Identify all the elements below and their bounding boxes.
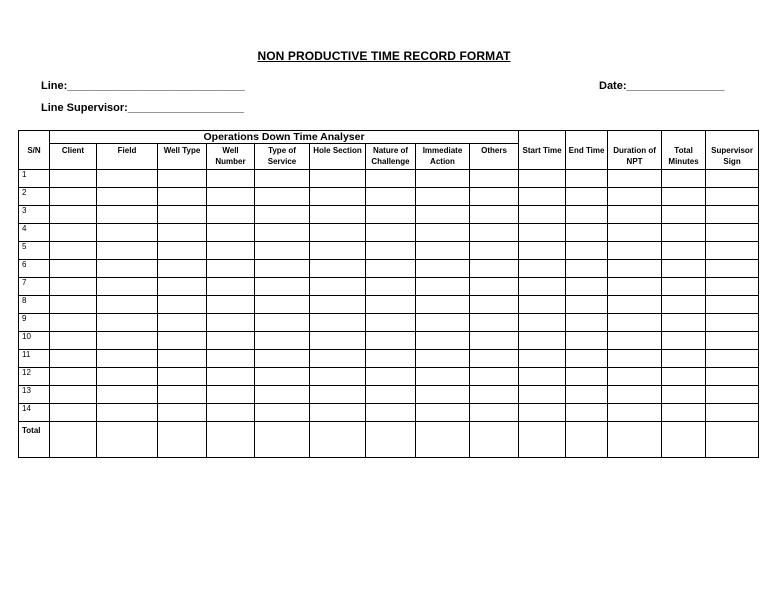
table-cell[interactable]	[158, 350, 207, 368]
table-cell[interactable]	[50, 386, 97, 404]
table-cell[interactable]	[608, 314, 662, 332]
table-cell[interactable]	[366, 368, 416, 386]
table-cell[interactable]	[706, 404, 759, 422]
col-header-end-time: End Time	[566, 131, 608, 170]
table-cell[interactable]	[470, 368, 519, 386]
table-cell[interactable]	[97, 170, 158, 188]
table-cell[interactable]	[416, 206, 470, 224]
table-cell[interactable]	[706, 170, 759, 188]
table-cell[interactable]	[255, 242, 310, 260]
table-cell[interactable]	[158, 386, 207, 404]
table-row	[19, 332, 759, 350]
total-cell[interactable]	[706, 422, 759, 458]
table-cell[interactable]	[207, 368, 255, 386]
table-cell[interactable]	[97, 260, 158, 278]
table-cell[interactable]	[706, 350, 759, 368]
table-cell[interactable]	[608, 296, 662, 314]
table-cell[interactable]	[519, 170, 566, 188]
table-cell[interactable]	[608, 206, 662, 224]
table-cell[interactable]	[158, 188, 207, 206]
col-header-type-of-service: Type of Service	[255, 144, 310, 170]
table-cell[interactable]	[255, 404, 310, 422]
col-header-well-type: Well Type	[158, 144, 207, 170]
date-blank[interactable]: ________________	[626, 80, 725, 92]
col-header-immediate-action: Immediate Action	[416, 144, 470, 170]
table-cell[interactable]	[207, 386, 255, 404]
table-cell[interactable]	[416, 350, 470, 368]
table-cell[interactable]	[662, 368, 706, 386]
table-cell[interactable]	[366, 224, 416, 242]
table-cell[interactable]	[158, 332, 207, 350]
table-cell[interactable]	[416, 170, 470, 188]
table-cell[interactable]	[158, 242, 207, 260]
line-supervisor-field	[41, 102, 244, 114]
table-cell[interactable]	[207, 224, 255, 242]
table-row	[19, 242, 759, 260]
table-cell[interactable]	[97, 224, 158, 242]
sn-header: S/N	[19, 131, 50, 170]
total-label: Total	[19, 422, 50, 458]
table-cell[interactable]	[566, 296, 608, 314]
row-number: 1	[19, 170, 50, 188]
npt-table-body	[19, 170, 759, 458]
row-number: 8	[19, 296, 50, 314]
col-header-others: Others	[470, 144, 519, 170]
line-label: Line:	[41, 80, 68, 92]
table-cell[interactable]	[255, 332, 310, 350]
table-cell[interactable]	[416, 404, 470, 422]
line-field	[41, 80, 245, 92]
table-cell[interactable]	[706, 296, 759, 314]
table-cell[interactable]	[662, 404, 706, 422]
table-cell[interactable]	[97, 404, 158, 422]
table-cell[interactable]	[366, 242, 416, 260]
table-cell[interactable]	[158, 278, 207, 296]
col-header-client: Client	[50, 144, 97, 170]
table-cell[interactable]	[207, 188, 255, 206]
table-cell[interactable]	[207, 170, 255, 188]
table-cell[interactable]	[366, 332, 416, 350]
table-row	[19, 368, 759, 386]
table-cell[interactable]	[706, 242, 759, 260]
table-cell[interactable]	[608, 278, 662, 296]
table-cell[interactable]	[366, 206, 416, 224]
table-cell[interactable]	[519, 314, 566, 332]
col-header-total-minutes: Total Minutes	[662, 131, 706, 170]
table-cell[interactable]	[255, 386, 310, 404]
table-row	[19, 206, 759, 224]
table-cell[interactable]	[310, 224, 366, 242]
table-cell[interactable]	[470, 332, 519, 350]
table-cell[interactable]	[519, 224, 566, 242]
table-cell[interactable]	[662, 386, 706, 404]
table-cell[interactable]	[662, 188, 706, 206]
table-cell[interactable]	[50, 368, 97, 386]
table-cell[interactable]	[416, 224, 470, 242]
table-cell[interactable]	[566, 224, 608, 242]
table-cell[interactable]	[366, 260, 416, 278]
table-cell[interactable]	[50, 404, 97, 422]
table-cell[interactable]	[662, 260, 706, 278]
table-cell[interactable]	[207, 242, 255, 260]
table-cell[interactable]	[207, 278, 255, 296]
table-cell[interactable]	[310, 296, 366, 314]
total-cell[interactable]	[50, 422, 97, 458]
table-cell[interactable]	[566, 278, 608, 296]
total-cell[interactable]	[416, 422, 470, 458]
table-cell[interactable]	[608, 242, 662, 260]
total-cell[interactable]	[662, 422, 706, 458]
total-cell[interactable]	[566, 422, 608, 458]
table-cell[interactable]	[566, 332, 608, 350]
table-cell[interactable]	[519, 386, 566, 404]
total-cell[interactable]	[255, 422, 310, 458]
table-cell[interactable]	[416, 332, 470, 350]
table-cell[interactable]	[207, 260, 255, 278]
table-cell[interactable]	[207, 314, 255, 332]
table-cell[interactable]	[310, 350, 366, 368]
table-cell[interactable]	[416, 314, 470, 332]
table-cell[interactable]	[662, 242, 706, 260]
table-cell[interactable]	[608, 386, 662, 404]
table-row	[19, 260, 759, 278]
row-number: 10	[19, 332, 50, 350]
table-cell[interactable]	[566, 404, 608, 422]
row-number: 12	[19, 368, 50, 386]
table-cell[interactable]	[310, 404, 366, 422]
col-header-field: Field	[97, 144, 158, 170]
table-row	[19, 386, 759, 404]
table-cell[interactable]	[470, 278, 519, 296]
table-cell[interactable]	[97, 368, 158, 386]
table-cell[interactable]	[50, 224, 97, 242]
table-cell[interactable]	[519, 260, 566, 278]
table-cell[interactable]	[255, 188, 310, 206]
table-cell[interactable]	[416, 278, 470, 296]
table-cell[interactable]	[50, 188, 97, 206]
col-header-nature-of-challenge: Nature of Challenge	[366, 144, 416, 170]
table-cell[interactable]	[662, 296, 706, 314]
table-cell[interactable]	[662, 206, 706, 224]
row-number: 7	[19, 278, 50, 296]
table-row	[19, 314, 759, 332]
table-cell[interactable]	[50, 332, 97, 350]
table-cell[interactable]	[470, 260, 519, 278]
table-row	[19, 188, 759, 206]
total-cell[interactable]	[608, 422, 662, 458]
table-cell[interactable]	[566, 368, 608, 386]
table-cell[interactable]	[255, 260, 310, 278]
table-cell[interactable]	[519, 368, 566, 386]
total-cell[interactable]	[158, 422, 207, 458]
table-cell[interactable]	[158, 224, 207, 242]
table-row	[19, 170, 759, 188]
table-cell[interactable]	[470, 296, 519, 314]
table-cell[interactable]	[566, 242, 608, 260]
table-cell[interactable]	[50, 206, 97, 224]
table-cell[interactable]	[310, 386, 366, 404]
table-cell[interactable]	[97, 278, 158, 296]
table-cell[interactable]	[310, 278, 366, 296]
table-cell[interactable]	[310, 314, 366, 332]
row-number: 2	[19, 188, 50, 206]
table-cell[interactable]	[366, 278, 416, 296]
table-cell[interactable]	[50, 350, 97, 368]
table-cell[interactable]	[310, 170, 366, 188]
table-row	[19, 296, 759, 314]
row-number: 4	[19, 224, 50, 242]
table-cell[interactable]	[519, 404, 566, 422]
table-cell[interactable]	[158, 368, 207, 386]
total-cell[interactable]	[519, 422, 566, 458]
table-cell[interactable]	[608, 224, 662, 242]
col-header-duration-of-npt: Duration of NPT	[608, 131, 662, 170]
table-cell[interactable]	[519, 242, 566, 260]
table-cell[interactable]	[255, 206, 310, 224]
table-row	[19, 224, 759, 242]
table-cell[interactable]	[706, 314, 759, 332]
table-cell[interactable]	[50, 170, 97, 188]
table-cell[interactable]	[662, 332, 706, 350]
table-cell[interactable]	[608, 368, 662, 386]
row-number: 3	[19, 206, 50, 224]
table-cell[interactable]	[519, 332, 566, 350]
table-cell[interactable]	[470, 170, 519, 188]
table-cell[interactable]	[662, 224, 706, 242]
total-cell[interactable]	[470, 422, 519, 458]
table-cell[interactable]	[416, 386, 470, 404]
table-cell[interactable]	[255, 278, 310, 296]
table-cell[interactable]	[255, 170, 310, 188]
table-cell[interactable]	[158, 296, 207, 314]
table-cell[interactable]	[50, 278, 97, 296]
table-cell[interactable]	[366, 314, 416, 332]
table-cell[interactable]	[470, 242, 519, 260]
header-row-top	[19, 131, 759, 144]
table-cell[interactable]	[470, 206, 519, 224]
table-cell[interactable]	[608, 170, 662, 188]
row-number: 9	[19, 314, 50, 332]
table-cell[interactable]	[566, 314, 608, 332]
table-cell[interactable]	[97, 350, 158, 368]
table-cell[interactable]	[566, 386, 608, 404]
row-number: 11	[19, 350, 50, 368]
table-cell[interactable]	[662, 350, 706, 368]
table-cell[interactable]	[50, 242, 97, 260]
table-cell[interactable]	[366, 350, 416, 368]
table-cell[interactable]	[706, 206, 759, 224]
table-cell[interactable]	[706, 224, 759, 242]
table-cell[interactable]	[255, 296, 310, 314]
table-cell[interactable]	[255, 368, 310, 386]
table-cell[interactable]	[310, 332, 366, 350]
table-cell[interactable]	[470, 404, 519, 422]
table-cell[interactable]	[519, 278, 566, 296]
table-cell[interactable]	[97, 386, 158, 404]
table-cell[interactable]	[608, 404, 662, 422]
line-supervisor-blank[interactable]: ___________________	[127, 102, 245, 114]
table-cell[interactable]	[416, 296, 470, 314]
table-cell[interactable]	[158, 404, 207, 422]
table-cell[interactable]	[662, 314, 706, 332]
table-cell[interactable]	[158, 170, 207, 188]
date-label: Date:	[599, 80, 627, 92]
npt-record-table	[18, 130, 759, 458]
table-cell[interactable]	[207, 350, 255, 368]
table-cell[interactable]	[207, 332, 255, 350]
table-cell[interactable]	[566, 188, 608, 206]
table-cell[interactable]	[366, 386, 416, 404]
form-title: NON PRODUCTIVE TIME RECORD FORMAT	[257, 49, 511, 63]
total-cell[interactable]	[97, 422, 158, 458]
table-cell[interactable]	[310, 260, 366, 278]
table-cell[interactable]	[470, 314, 519, 332]
table-cell[interactable]	[608, 188, 662, 206]
table-row	[19, 350, 759, 368]
table-cell[interactable]	[97, 296, 158, 314]
table-cell[interactable]	[706, 278, 759, 296]
total-cell[interactable]	[310, 422, 366, 458]
table-cell[interactable]	[566, 350, 608, 368]
table-cell[interactable]	[470, 386, 519, 404]
table-cell[interactable]	[255, 314, 310, 332]
table-cell[interactable]	[310, 188, 366, 206]
table-cell[interactable]	[310, 242, 366, 260]
table-cell[interactable]	[706, 368, 759, 386]
table-cell[interactable]	[50, 260, 97, 278]
table-cell[interactable]	[519, 296, 566, 314]
table-cell[interactable]	[97, 332, 158, 350]
col-header-supervisor-sign: Supervisor Sign	[706, 131, 759, 170]
table-cell[interactable]	[470, 350, 519, 368]
table-cell[interactable]	[608, 332, 662, 350]
table-cell[interactable]	[662, 170, 706, 188]
row-number: 5	[19, 242, 50, 260]
table-cell[interactable]	[207, 206, 255, 224]
table-cell[interactable]	[566, 170, 608, 188]
date-field	[599, 80, 724, 92]
table-cell[interactable]	[706, 188, 759, 206]
table-cell[interactable]	[50, 296, 97, 314]
total-cell[interactable]	[366, 422, 416, 458]
row-number: 13	[19, 386, 50, 404]
table-cell[interactable]	[662, 278, 706, 296]
table-cell[interactable]	[608, 260, 662, 278]
table-cell[interactable]	[519, 188, 566, 206]
table-cell[interactable]	[207, 296, 255, 314]
table-cell[interactable]	[366, 404, 416, 422]
total-row	[19, 422, 759, 458]
table-cell[interactable]	[366, 170, 416, 188]
table-cell[interactable]	[97, 206, 158, 224]
operations-down-time-header: Operations Down Time Analyser	[50, 131, 519, 144]
table-row	[19, 278, 759, 296]
col-header-start-time: Start Time	[519, 131, 566, 170]
table-cell[interactable]	[706, 260, 759, 278]
table-cell[interactable]	[97, 314, 158, 332]
table-cell[interactable]	[566, 260, 608, 278]
table-cell[interactable]	[158, 260, 207, 278]
row-number: 14	[19, 404, 50, 422]
table-row	[19, 404, 759, 422]
table-cell[interactable]	[310, 368, 366, 386]
col-header-well-number: Well Number	[207, 144, 255, 170]
table-cell[interactable]	[366, 296, 416, 314]
line-blank[interactable]: _____________________________	[67, 80, 245, 92]
table-cell[interactable]	[97, 242, 158, 260]
row-number: 6	[19, 260, 50, 278]
table-cell[interactable]	[416, 188, 470, 206]
line-supervisor-label: Line Supervisor:	[41, 102, 128, 114]
table-cell[interactable]	[416, 368, 470, 386]
table-cell[interactable]	[706, 386, 759, 404]
table-cell[interactable]	[158, 314, 207, 332]
table-cell[interactable]	[519, 350, 566, 368]
total-cell[interactable]	[207, 422, 255, 458]
table-cell[interactable]	[608, 350, 662, 368]
table-cell[interactable]	[519, 206, 566, 224]
table-cell[interactable]	[207, 404, 255, 422]
table-cell[interactable]	[366, 188, 416, 206]
table-cell[interactable]	[470, 188, 519, 206]
table-cell[interactable]	[255, 350, 310, 368]
table-cell[interactable]	[255, 224, 310, 242]
table-cell[interactable]	[706, 332, 759, 350]
table-cell[interactable]	[158, 206, 207, 224]
table-cell[interactable]	[416, 260, 470, 278]
table-cell[interactable]	[566, 206, 608, 224]
col-header-hole-section: Hole Section	[310, 144, 366, 170]
table-cell[interactable]	[50, 314, 97, 332]
table-cell[interactable]	[470, 224, 519, 242]
table-cell[interactable]	[97, 188, 158, 206]
table-cell[interactable]	[310, 206, 366, 224]
table-cell[interactable]	[416, 242, 470, 260]
